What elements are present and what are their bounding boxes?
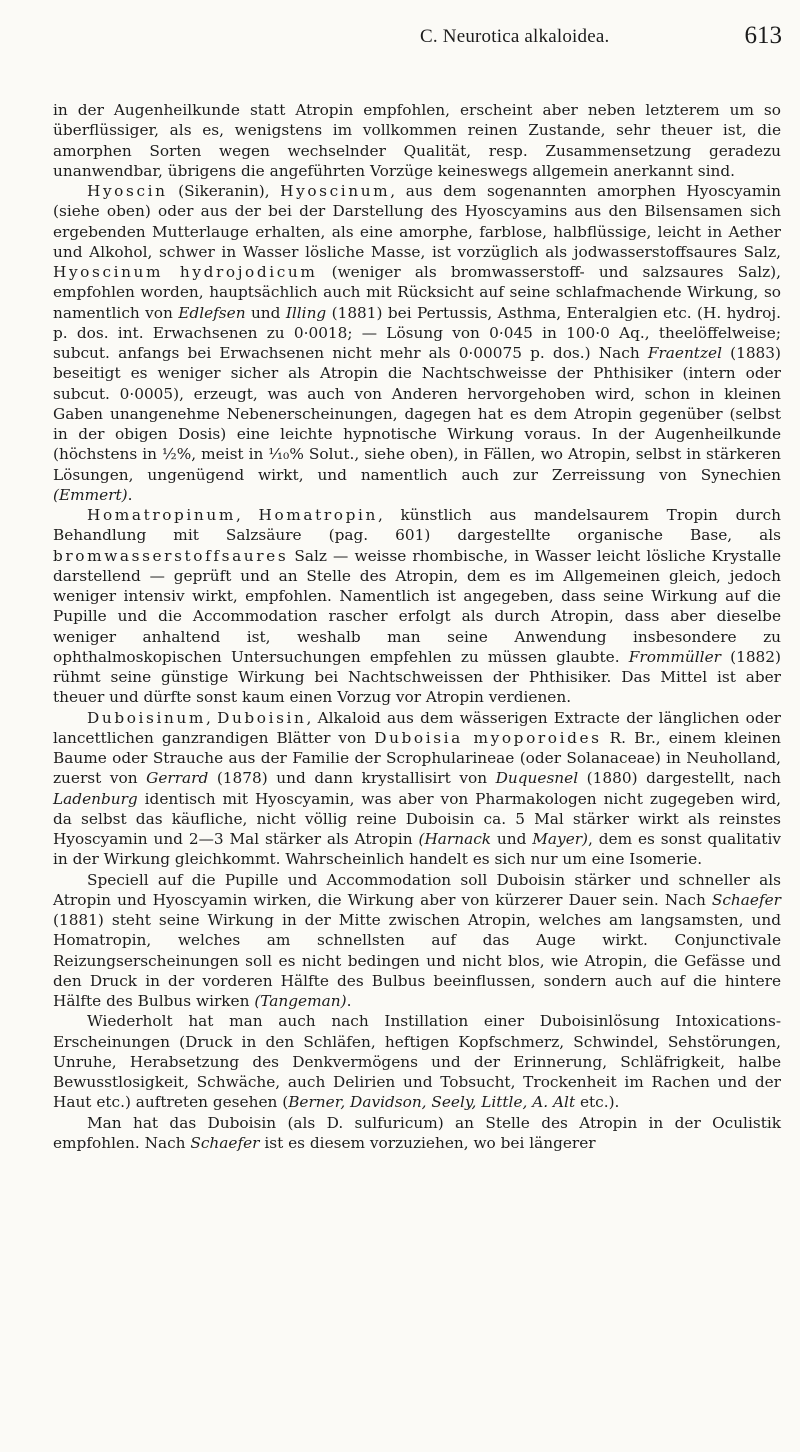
page-number: 613 [744,22,782,49]
italic-citation: Schaefer [711,890,781,909]
spaced-term: Duboisin [217,708,307,727]
italic-citation: Fraentzel [647,344,722,362]
spaced-term: Homatropin [258,506,378,524]
text-run: etc.). [575,1093,620,1112]
text-run: , künstlich aus mandelsaurem Tropin durch Behandlung mit Salzsäure (pag. 601) dargestellte organische Base, als [53,506,781,545]
paragraph-homatropin [53,505,781,708]
italic-citation: (Emmert) [53,485,128,504]
text-run: , aus dem sogenannten amorphen Hyoscyamin (siehe oben) oder aus der bei der Darstellung des Hyoscyamins aus den Bilsensamen sich ergebenden Mutterlauge erhalten, als eine amorphe, farblose, halbflüssige, leicht in Aether und Alkohol, schwer in Wasser lösliche Masse, ist vorzüglich als jodwasserstoffsaures Salz, [53,182,781,261]
text-run: , dem es sonst qualitativ in der Wirkung gleichkommt. Wahrscheinlich handelt es sich nur um eine Isomerie. [53,830,781,869]
text-run: R. Br., einem kleinen Baume oder Strauche aus der Familie der Scrophularineae (oder Solanaceae) in Neuholland, zuerst von [53,728,781,788]
body-text [53,100,781,1153]
italic-citation: (Tangeman) [254,992,347,1010]
paragraph-duboisin-pupil [53,870,781,1012]
paragraph-atropin-comparison [53,100,781,181]
spaced-term: bromwasserstoffsaures [53,546,289,565]
text-run: , Alkaloid aus dem wässerigen Extracte der länglichen oder lancettlichen ganzrandigen Blätter von [53,708,781,747]
text-run: (1881) steht seine Wirkung in der Mitte zwischen Atropin, welches am langsamsten, und Homatropin, welches am schnellsten auf das Auge wirkt. Conjunctivale Reizungserscheinungen soll es nicht bedingen und nicht blos, wie Atropin, die Gefässe und den Druck in der vorderen Hälfte des Bulbus beeinflussen, sondern auch auf die hintere Hälfte des Bulbus wirken [53,911,781,1010]
spaced-term: Hyoscinum [280,182,391,200]
text-run: (1882) rühmt seine günstige Wirkung bei Nachtschweissen der Phthisiker. Das Mittel ist aber theuer und dürfte sonst kaum einen Vorzug vor Atropin verdienen. [53,647,781,707]
text-run: Man hat das Duboisin (als D. sulfuricum) an Stelle des Atropin in der Oculistik empfohlen. Nach [53,1113,781,1152]
text-run: ist es diesem vorzuziehen, wo bei längerer [259,1133,596,1152]
italic-citation: Frommüller [628,647,721,666]
paragraph-duboisin-intoxication [53,1011,781,1112]
text-run: und [245,303,286,322]
text-run: , [235,506,259,524]
spaced-term: Duboisia myoporoides [374,728,602,747]
italic-citation: Edlefsen [178,303,246,322]
text-run: (1880) dargestellt, nach [578,769,782,788]
italic-citation: Illing [285,303,327,322]
paragraph-hyoscin [53,181,781,505]
italic-citation: Schaefer [190,1133,260,1152]
text-run: (1881) bei Pertussis, Asthma, Enteralgien etc. (H. hydroj. p. dos. int. Erwachsenen zu 0·0018; — Lösung von 0·045 in 100·0 Aq., theelöffelweise; subcut. anfangs bei Erwachsenen nicht mehr als 0·00075 p. dos.) Nach [53,303,781,362]
text-run: Salz — weisse rhombische, in Wasser leicht lösliche Krystalle darstellend — geprüft und an Stelle des Atropin, dem es im Allgemeinen gleich, jedoch weniger intensiv wirkt, empfohlen. Namentlich ist angegeben, dass seine Wirkung auf die Pupille und die Accommodation rascher erfolgt als durch Atropin, dass aber dieselbe weniger anhaltend ist, weshalb man seine Anwendung insbesondere zu ophthalmoskopischen Untersuchungen empfehlen zu müssen glaubte. [53,546,781,666]
text-run: und [491,830,533,848]
text-run: (1883) beseitigt es weniger sicher als Atropin die Nachtschweisse der Phthisiker (intern oder subcut. 0·0005), erzeugt, was auch von Anderen hervorgehoben wird, schon in kleinen Gaben unangenehme Nebenerscheinungen, dagegen hat es dem Atropin gegenüber (selbst in der obigen Dosis) eine leichte hypnotische Wirkung voraus. In der Augenheilkunde (höchstens in ½%, meist in ⅒% Solut., siehe oben), in Fällen, wo Atropin, selbst in stärkeren Lösungen, ungenügend wirkt, und namentlich auch zur Zerreissung von Synechien [53,344,781,484]
italic-citation: Duquesnel [495,769,579,788]
italic-citation: Mayer) [532,830,589,848]
italic-citation: Ladenburg [53,789,138,808]
text-run: (Sikeranin), [167,182,281,200]
text-run: identisch mit Hyoscyamin, was aber von Pharmakologen nicht zugegeben wird, da selbst das käufliche, nicht völlig reine Duboisin ca. 5 Mal stärker wirkt als reinstes Hyoscyamin und 2—3 Mal stärker als Atropin [53,789,781,848]
text-run: (weniger als bromwasserstoff- und salzsaures Salz), empfohlen worden, hauptsächlich auch mit Rücksicht auf seine schlafmachende Wirkung, so namentlich von [53,263,781,322]
text-run: Speciell auf die Pupille und Accommodation soll Duboisin stärker und schneller als Atropin und Hyoscyamin wirken, die Wirkung aber von kürzerer Dauer sein. Nach [53,870,781,909]
italic-citation: (Harnack [418,830,492,848]
spaced-term: Hyoscin [87,182,168,200]
italic-citation: Gerrard [146,769,209,788]
spaced-term: Homatropinum [87,506,236,524]
text-run: (1878) und dann krystallisirt von [208,769,496,788]
spaced-term: Hyoscinum hydrojodicum [53,263,318,281]
text-run: . [127,485,133,504]
spaced-term: Duboisinum [87,708,206,727]
page-header [50,22,782,62]
text-run: . [346,992,352,1010]
paragraph-duboisin-oculistik [53,1113,781,1154]
text-run: , [205,708,218,727]
text-run: in der Augenheilkunde statt Atropin empfohlen, erscheint aber neben letzterem um so überflüssiger, als es, wenigstens im vollkommen reinen Zustande, sehr theuer ist, die amorphen Sorten wegen wechselnder Qualität, resp. Zusammensetzung geradezu unanwendbar, übrigens die angeführten Vorzüge keineswegs allgemein anerkannt sind. [53,101,781,180]
paragraph-duboisin [53,708,781,870]
italic-citation: Berner, Davidson, Seely, Little, A. Alt [288,1093,576,1112]
running-title: C. Neurotica alkaloidea. [420,26,610,47]
text-run: Wiederholt hat man auch nach Instillation einer Duboisinlösung Intoxications-Erscheinungen (Druck in den Schläfen, heftigen Kopfschmerz, Schwindel, Sehstörungen, Unruhe, Herabsetzung des Denkvermögens und der Erinnerung, Schläfrigkeit, halbe Bewusstlosigkeit, Schwäche, auch Delirien und Tobsucht, Trockenheit im Rachen und der Haut etc.) auftreten gesehen ( [53,1012,781,1112]
